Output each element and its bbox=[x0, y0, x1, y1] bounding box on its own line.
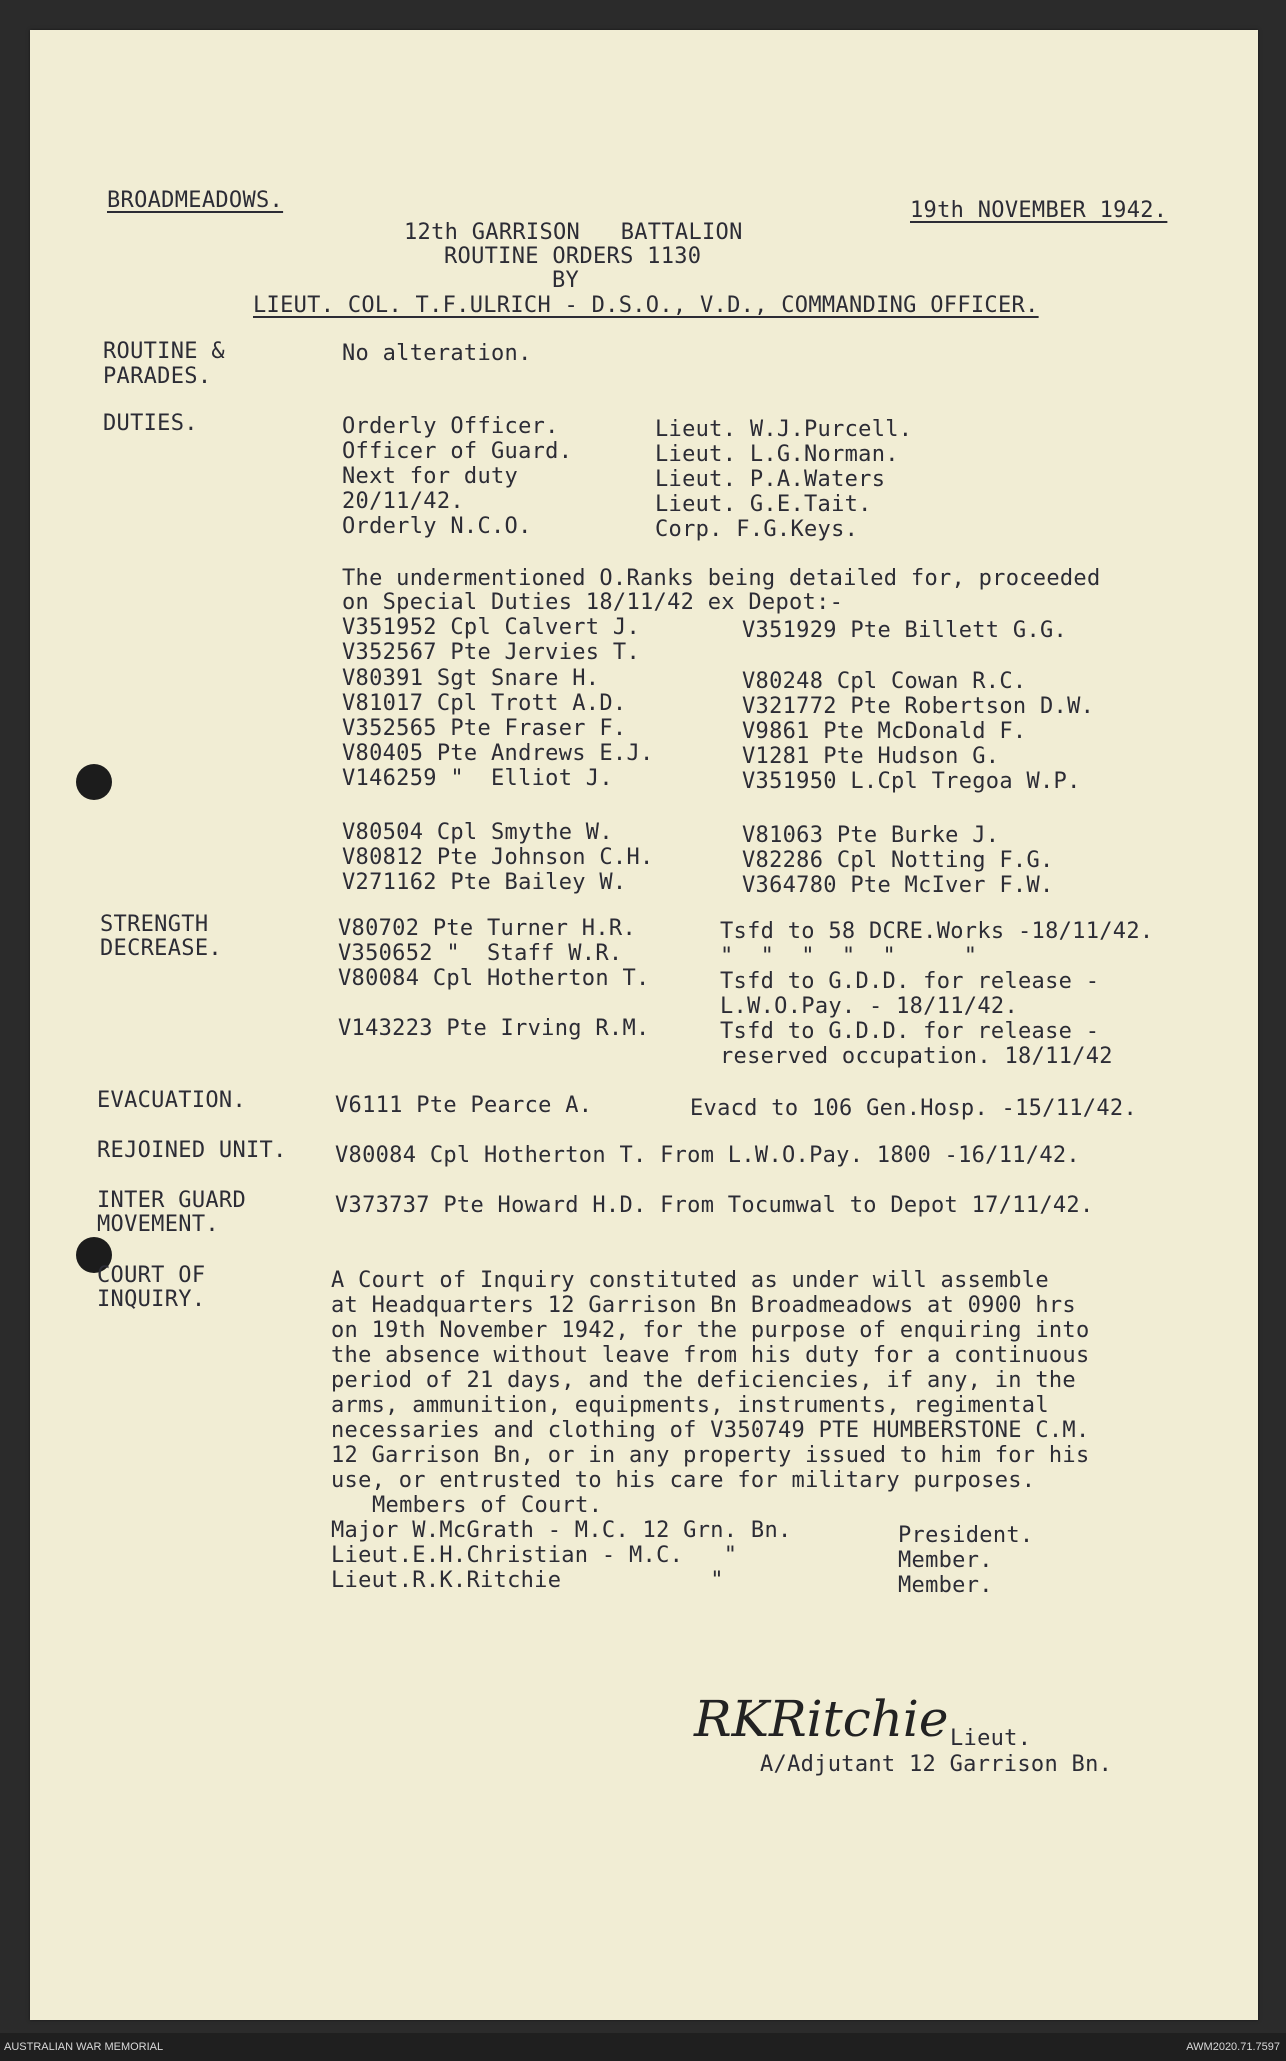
routine-text: No alteration. bbox=[342, 341, 532, 366]
archive-footer bbox=[0, 2033, 1286, 2061]
duty-name: Lieut. G.E.Tait. bbox=[655, 492, 872, 517]
member-name: Lieut.E.H.Christian - M.C. " bbox=[331, 1543, 738, 1568]
strength-what: Tsfd to G.D.D. for release - bbox=[720, 969, 1100, 994]
personnel-right: V81063 Pte Burke J. bbox=[742, 823, 1000, 848]
strength-what: " " " " " " bbox=[720, 944, 978, 969]
strength-label: STRENGTH bbox=[100, 912, 209, 937]
personnel-left: V80504 Cpl Smythe W. bbox=[342, 820, 613, 845]
court-text-line: A Court of Inquiry constituted as under will assemble bbox=[331, 1268, 1049, 1293]
strength-who: V80702 Pte Turner H.R. bbox=[338, 916, 636, 941]
document-page bbox=[30, 30, 1258, 2020]
commanding-officer: LIEUT. COL. T.F.ULRICH - D.S.O., V.D., COMMANDING OFFICER. bbox=[253, 293, 1039, 318]
member-role: Member. bbox=[898, 1573, 993, 1598]
duty-name: Lieut. L.G.Norman. bbox=[655, 442, 899, 467]
rejoined-label: REJOINED UNIT. bbox=[97, 1138, 287, 1163]
court-text-line: on 19th November 1942, for the purpose of enquiring into bbox=[331, 1318, 1090, 1343]
duty-name: Corp. F.G.Keys. bbox=[655, 517, 859, 542]
strength-label-2: DECREASE. bbox=[100, 936, 222, 961]
archive-name: AUSTRALIAN WAR MEMORIAL bbox=[4, 2041, 164, 2053]
personnel-right: V80248 Cpl Cowan R.C. bbox=[742, 669, 1027, 694]
evacuation-label: EVACUATION. bbox=[97, 1088, 246, 1113]
court-text-line: use, or entrusted to his care for military purposes. bbox=[331, 1468, 1036, 1493]
order-date: 19th NOVEMBER 1942. bbox=[910, 198, 1168, 223]
strength-who: V143223 Pte Irving R.M. bbox=[338, 1016, 650, 1041]
strength-what: Tsfd to 58 DCRE.Works -18/11/42. bbox=[720, 919, 1154, 944]
members-heading: Members of Court. bbox=[372, 1493, 603, 1518]
personnel-left: V80391 Sgt Snare H. bbox=[342, 666, 600, 691]
personnel-right: V351950 L.Cpl Tregoa W.P. bbox=[742, 769, 1081, 794]
handwritten-signature: RKRitchie bbox=[694, 1690, 949, 1748]
strength-what: Tsfd to G.D.D. for release - bbox=[720, 1019, 1100, 1044]
strength-what: reserved occupation. 18/11/42 bbox=[720, 1044, 1113, 1069]
movement-label: INTER GUARD bbox=[97, 1188, 246, 1213]
special-duties-intro: The undermentioned O.Ranks being detailed for, proceeded bbox=[342, 566, 1101, 591]
by-line: BY bbox=[552, 268, 580, 293]
personnel-right: V82286 Cpl Notting F.G. bbox=[742, 848, 1054, 873]
personnel-right: V9861 Pte McDonald F. bbox=[742, 719, 1027, 744]
personnel-left: V81017 Cpl Trott A.D. bbox=[342, 691, 627, 716]
strength-who: V350652 " Staff W.R. bbox=[338, 941, 623, 966]
court-label-2: INQUIRY. bbox=[97, 1287, 206, 1312]
battalion-title: 12th GARRISON BATTALION bbox=[404, 220, 743, 245]
personnel-right: V364780 Pte McIver F.W. bbox=[742, 873, 1054, 898]
strength-who: V80084 Cpl Hotherton T. bbox=[338, 966, 650, 991]
court-text-line: period of 21 days, and the deficiencies, if any, in the bbox=[331, 1368, 1076, 1393]
member-name: Lieut.R.K.Ritchie " bbox=[331, 1568, 724, 1593]
rejoined-text: V80084 Cpl Hotherton T. From L.W.O.Pay. 1800 -16/11/42. bbox=[335, 1143, 1080, 1168]
special-duties-intro-2: on Special Duties 18/11/42 ex Depot:- bbox=[342, 590, 844, 615]
member-role: Member. bbox=[898, 1548, 993, 1573]
court-text-line: necessaries and clothing of V350749 PTE HUMBERSTONE C.M. bbox=[331, 1418, 1090, 1443]
court-label: COURT OF bbox=[97, 1263, 206, 1288]
orders-title: ROUTINE ORDERS 1130 bbox=[444, 244, 702, 269]
duty-role: 20/11/42. bbox=[342, 489, 464, 514]
court-text-line: 12 Garrison Bn, or in any property issued to him for his bbox=[331, 1443, 1090, 1468]
routine-label-2: PARADES. bbox=[103, 364, 212, 389]
routine-label: ROUTINE & bbox=[103, 339, 225, 364]
personnel-left: V80405 Pte Andrews E.J. bbox=[342, 741, 654, 766]
duties-label: DUTIES. bbox=[103, 411, 198, 436]
duty-name: Lieut. W.J.Purcell. bbox=[655, 417, 913, 442]
duty-role: Orderly Officer. bbox=[342, 414, 559, 439]
personnel-right: V351929 Pte Billett G.G. bbox=[742, 618, 1068, 643]
personnel-right: V1281 Pte Hudson G. bbox=[742, 744, 1000, 769]
personnel-left: V146259 " Elliot J. bbox=[342, 766, 613, 791]
personnel-left: V352565 Pte Fraser F. bbox=[342, 716, 627, 741]
court-text-line: the absence without leave from his duty for a continuous bbox=[331, 1343, 1090, 1368]
personnel-left: V80812 Pte Johnson C.H. bbox=[342, 845, 654, 870]
court-text-line: at Headquarters 12 Garrison Bn Broadmeadows at 0900 hrs bbox=[331, 1293, 1076, 1318]
place-heading: BROADMEADOWS. bbox=[107, 188, 284, 213]
signature-role: A/Adjutant 12 Garrison Bn. bbox=[760, 1752, 1113, 1777]
archive-reference: AWM2020.71.7597 bbox=[1186, 2041, 1280, 2053]
court-text-line: arms, ammunition, equipments, instruments, regimental bbox=[331, 1393, 1049, 1418]
duty-role: Next for duty bbox=[342, 464, 519, 489]
duty-role: Officer of Guard. bbox=[342, 439, 573, 464]
duty-role: Orderly N.C.O. bbox=[342, 514, 532, 539]
movement-label-2: MOVEMENT. bbox=[97, 1212, 219, 1237]
punch-hole-top bbox=[76, 764, 112, 800]
signature-rank: Lieut. bbox=[950, 1726, 1032, 1751]
personnel-left: V351952 Cpl Calvert J. bbox=[342, 615, 640, 640]
movement-text: V373737 Pte Howard H.D. From Tocumwal to Depot 17/11/42. bbox=[335, 1193, 1094, 1218]
member-role: President. bbox=[898, 1523, 1034, 1548]
personnel-right: V321772 Pte Robertson D.W. bbox=[742, 694, 1095, 719]
duty-name: Lieut. P.A.Waters bbox=[655, 467, 886, 492]
member-name: Major W.McGrath - M.C. 12 Grn. Bn. bbox=[331, 1518, 792, 1543]
personnel-left: V271162 Pte Bailey W. bbox=[342, 870, 627, 895]
personnel-left: V352567 Pte Jervies T. bbox=[342, 640, 640, 665]
evacuation-what: Evacd to 106 Gen.Hosp. -15/11/42. bbox=[690, 1096, 1137, 1121]
strength-what: L.W.O.Pay. - 18/11/42. bbox=[720, 994, 1018, 1019]
evacuation-who: V6111 Pte Pearce A. bbox=[335, 1093, 593, 1118]
